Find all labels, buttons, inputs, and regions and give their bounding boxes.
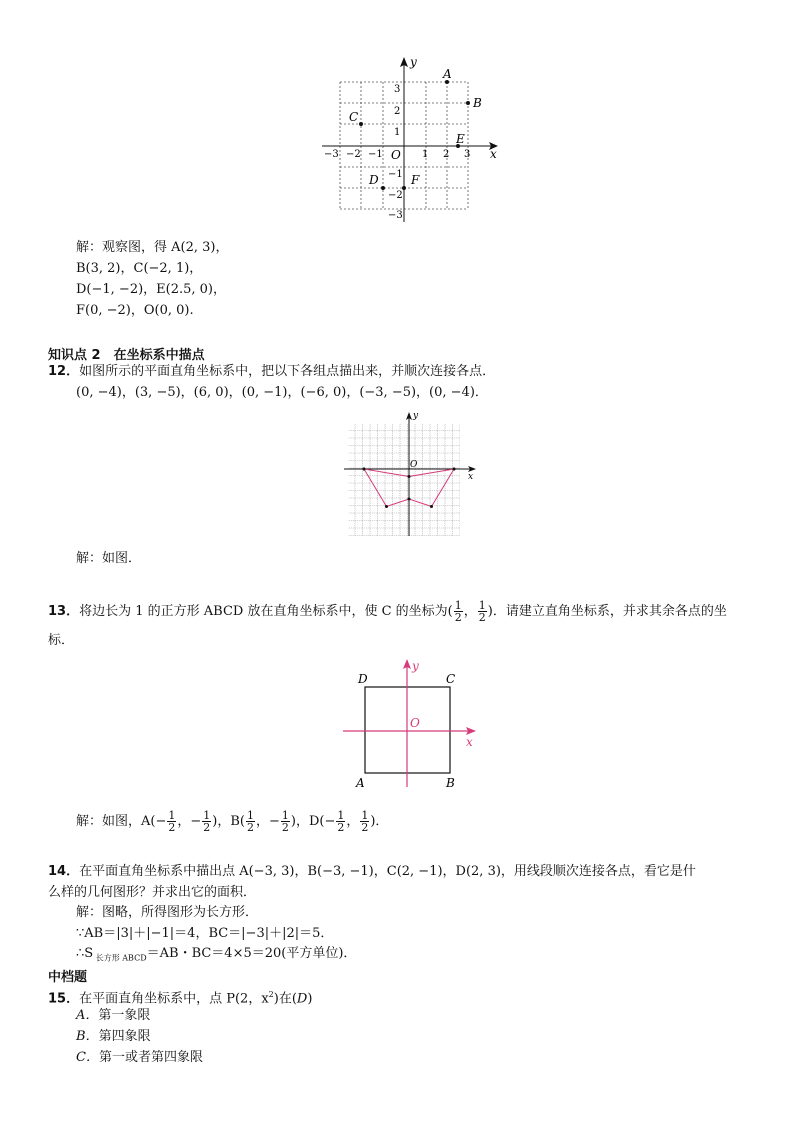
fraction xyxy=(167,810,176,833)
answer-line: F(0, −2)，O(0, 0). xyxy=(76,303,194,318)
fraction xyxy=(478,600,487,623)
q15-option-b xyxy=(76,1029,151,1045)
answer-text: )． xyxy=(370,814,389,829)
fraction-denominator: 2 xyxy=(478,611,486,624)
fraction xyxy=(246,810,255,833)
plotted-point xyxy=(430,505,433,508)
q15-text xyxy=(48,987,312,1007)
point-a-label: A xyxy=(443,67,452,81)
point-c xyxy=(359,122,363,126)
figure-1-coordinate-grid xyxy=(318,52,508,227)
point-f xyxy=(402,186,406,190)
q14-answer-line-1: 解：图略，所得图形为长方形． xyxy=(76,905,259,920)
answer-text: ∴S xyxy=(76,946,94,961)
y-tick-label: −3 xyxy=(388,210,403,221)
answer-line: 解：观察图，得 A(2, 3)， xyxy=(76,240,229,255)
option-text: 第一象限 xyxy=(98,1008,151,1023)
question-text: )．请建立直角坐标系，并求其余各点的坐 xyxy=(487,604,727,619)
fraction-numerator: 1 xyxy=(246,809,254,822)
y-tick-label: 2 xyxy=(394,106,401,117)
option-text: 第四象限 xyxy=(98,1029,151,1044)
plotted-point xyxy=(408,498,411,501)
question-number: 15． xyxy=(48,991,80,1007)
q14-text-continued: 么样的几何图形？并求出它的面积． xyxy=(48,885,257,900)
fraction-denominator: 2 xyxy=(203,821,211,834)
fraction-numerator: 1 xyxy=(337,809,345,822)
fraction-numerator: 1 xyxy=(361,809,369,822)
origin-label: O xyxy=(410,716,420,730)
fraction-denominator: 2 xyxy=(168,821,176,834)
answer-text: )，D(− xyxy=(290,814,336,829)
plotted-point xyxy=(408,475,411,478)
q14-answer-line-3 xyxy=(76,946,356,967)
answer-text: 解：如图，A(− xyxy=(76,814,167,829)
q15-option-a xyxy=(76,1008,150,1024)
superscript: 2 xyxy=(268,990,274,999)
answer-line: D(−1, −2)，E(2.5, 0)， xyxy=(76,282,227,297)
point-c-label: C xyxy=(349,110,359,124)
y-tick-label: 1 xyxy=(394,127,401,138)
plotted-points xyxy=(349,67,482,190)
q15-option-c xyxy=(76,1050,203,1066)
y-tick-label: −2 xyxy=(388,190,403,201)
origin-label: O xyxy=(410,460,418,470)
answer-text: ＝AB・BC＝4×5＝20(平方单位)． xyxy=(146,946,357,961)
q13-answer xyxy=(76,810,388,833)
origin-label: O xyxy=(391,148,401,162)
fraction-numerator: 1 xyxy=(454,599,462,612)
vertex-label-c: C xyxy=(446,672,456,686)
vertex-label-d: D xyxy=(358,672,368,686)
y-axis-label: y xyxy=(413,411,419,421)
fraction-numerator: 1 xyxy=(478,599,486,612)
section-mid-title: 中档题 xyxy=(48,970,88,985)
point-b-label: B xyxy=(473,96,482,110)
fraction-denominator: 2 xyxy=(454,611,462,624)
figure-3-square xyxy=(340,655,485,795)
q12-answer: 解：如图． xyxy=(76,551,142,566)
answer-text: ，− xyxy=(177,814,202,829)
vertex-label-a: A xyxy=(356,776,365,790)
fraction-denominator: 2 xyxy=(246,821,254,834)
plotted-point xyxy=(453,468,456,471)
q11-answer xyxy=(76,240,228,324)
point-f-label: F xyxy=(411,173,420,187)
x-tick-label: −2 xyxy=(346,149,361,160)
section-2-title: 知识点 2 在坐标系中描点 xyxy=(48,348,205,363)
figure-2-plotted-polygon xyxy=(340,408,480,540)
fraction-denominator: 2 xyxy=(361,821,369,834)
x-tick-label: −1 xyxy=(368,149,383,160)
option-letter: A． xyxy=(76,1008,99,1023)
question-text: 如图所示的平面直角坐标系中，把以下各组点描出来，并顺次连接各点． xyxy=(79,364,496,379)
y-tick-label: −1 xyxy=(388,169,403,180)
question-text: ) xyxy=(307,991,313,1007)
q14-answer-line-2: ∵AB＝|3|＋|−1|＝4，BC＝|−3|＋|2|＝5． xyxy=(76,926,334,941)
question-text: 在平面直角坐标系中，点 P(2，x xyxy=(79,991,269,1007)
x-axis-label: x xyxy=(466,735,473,749)
question-number: 12． xyxy=(48,364,80,379)
question-number: 13． xyxy=(48,604,80,619)
fraction xyxy=(202,810,211,833)
point-d xyxy=(381,186,385,190)
question-text: )在( xyxy=(273,991,297,1007)
x-axis-label: x xyxy=(468,472,474,482)
vertex-label-b: B xyxy=(446,776,455,790)
fraction xyxy=(281,810,290,833)
y-axis-label: y xyxy=(410,55,417,69)
answer-letter: D xyxy=(296,991,308,1007)
x-tick-label: 2 xyxy=(443,149,450,160)
subscript: 长方形 ABCD xyxy=(93,953,147,963)
grid-background xyxy=(348,424,460,536)
plotted-point xyxy=(385,505,388,508)
answer-text: )，B( xyxy=(212,814,245,829)
fraction xyxy=(336,810,345,833)
fraction-numerator: 1 xyxy=(168,809,176,822)
q12-text xyxy=(48,364,495,380)
point-d-label: D xyxy=(369,173,379,187)
option-text: 第一或者第四象限 xyxy=(98,1050,203,1065)
x-tick-label: 3 xyxy=(464,149,471,160)
answer-text: ， xyxy=(346,814,360,829)
q12-points-text: (0, −4)，(3, −5)，(6, 0)，(0, −1)，(−6, 0)，(−3, −5)，(0, −4)． xyxy=(76,385,488,400)
fraction xyxy=(360,810,369,833)
question-text: 在平面直角坐标系中描出点 A(−3, 3)，B(−3, −1)，C(2, −1)，D(2, 3)，用线段顺次连接各点，看它是什 xyxy=(79,864,696,879)
answer-text: ，− xyxy=(255,814,280,829)
fraction-numerator: 1 xyxy=(281,809,289,822)
x-axis-label: x xyxy=(490,147,497,161)
fraction xyxy=(454,600,463,623)
q13-text xyxy=(48,600,727,623)
option-letter: B． xyxy=(76,1029,99,1044)
question-text: 将边长为 1 的正方形 ABCD 放在直角坐标系中，使 C 的坐标为( xyxy=(79,604,453,619)
fraction-denominator: 2 xyxy=(281,821,289,834)
x-tick-label: −3 xyxy=(324,149,339,160)
answer-line: B(3, 2)，C(−2, 1)， xyxy=(76,261,203,276)
option-letter: C． xyxy=(76,1050,99,1065)
point-b xyxy=(466,101,470,105)
x-tick-label: 1 xyxy=(422,149,429,160)
y-axis-label: y xyxy=(412,659,419,673)
fraction-numerator: 1 xyxy=(203,809,211,822)
q14-text xyxy=(48,864,696,880)
y-tick-label: 3 xyxy=(394,84,401,95)
question-number: 14． xyxy=(48,864,80,879)
plotted-point xyxy=(363,468,366,471)
q13-text-continued: 标． xyxy=(48,633,75,648)
fraction-denominator: 2 xyxy=(337,821,345,834)
comma: ， xyxy=(463,604,477,619)
point-e-label: E xyxy=(456,132,465,146)
